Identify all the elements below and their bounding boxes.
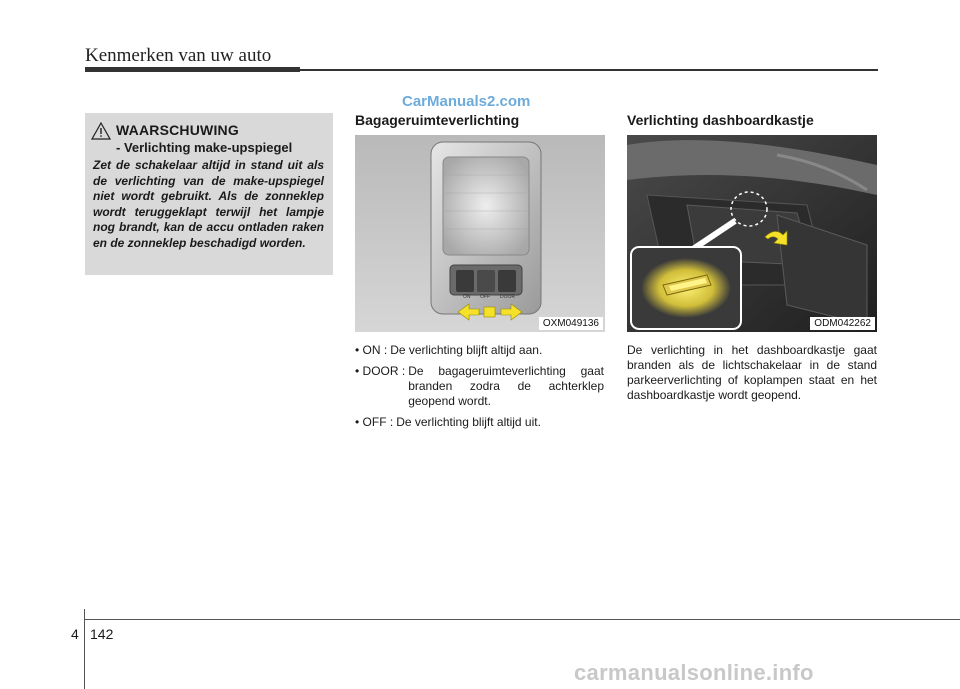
bullet-on-desc: De verlichting blijft altijd aan. (390, 343, 543, 357)
arrow-left-icon (458, 304, 479, 320)
switch-label-on: ON (463, 294, 471, 300)
switch-label-door: DOOR (500, 294, 515, 300)
bullet-on (355, 343, 604, 358)
warning-triangle-icon (91, 122, 111, 140)
switch-label-off: OFF (480, 294, 490, 300)
bullet-door-key: • DOOR : (355, 364, 406, 378)
bullet-off-key: • OFF : (355, 415, 394, 429)
page-number: 142 (90, 626, 114, 642)
glovebox-body-text: De verlichting in het dashboardkastje gaat branden als de lichtschakelaar in de stand parkeerverlichting of koplampen staat en het dashboardkastje wordt geopend. (627, 343, 877, 402)
warning-box (85, 113, 333, 275)
cargo-lamp-image (355, 135, 605, 332)
warning-subtitle: - Verlichting make-upspiegel (116, 140, 293, 155)
bullet-on-key: • ON : (355, 343, 388, 357)
bullet-off-desc: De verlichting blijft altijd uit. (396, 415, 541, 429)
page-horizontal-rule (84, 619, 960, 620)
warning-title: WAARSCHUWING (116, 122, 239, 138)
bullet-off (355, 415, 604, 430)
header-rule-thin (300, 69, 878, 71)
cargo-section-title: Bagageruimteverlichting (355, 112, 520, 128)
cargo-bullet-list (355, 343, 604, 436)
glovebox-image-code: ODM042262 (810, 317, 875, 330)
warning-text: Zet de schakelaar altijd in stand uit als de verlichting van de make-upspiegel niet wordt gebruikt. Als de zonneklep wordt teruggeklapt terwijl het lampje nog brandt, kan de accu ontladen raken en de zonneklep beschadigd worden. (93, 158, 324, 250)
glovebox-image (627, 135, 877, 332)
bullet-door-desc: De bagageruimteverlichting gaat branden zodra de achterklep geopend wordt. (408, 364, 604, 408)
center-square-icon (484, 307, 495, 317)
bullet-door (355, 364, 604, 409)
arrow-right-icon (501, 304, 522, 320)
page-header-title: Kenmerken van uw auto (85, 45, 272, 66)
cargo-image-code: OXM049136 (539, 317, 603, 330)
glovebox-section-title: Verlichting dashboardkastje (627, 112, 814, 128)
chapter-number: 4 (71, 626, 79, 642)
site-watermark[interactable]: CarManuals2.com (402, 93, 531, 110)
glovebox-illustration (627, 135, 877, 332)
header-rule-thick (85, 67, 300, 72)
page-vertical-rule (84, 609, 85, 689)
switch-arrows (355, 135, 605, 332)
footer-watermark[interactable]: carmanualsonline.info (574, 660, 814, 685)
